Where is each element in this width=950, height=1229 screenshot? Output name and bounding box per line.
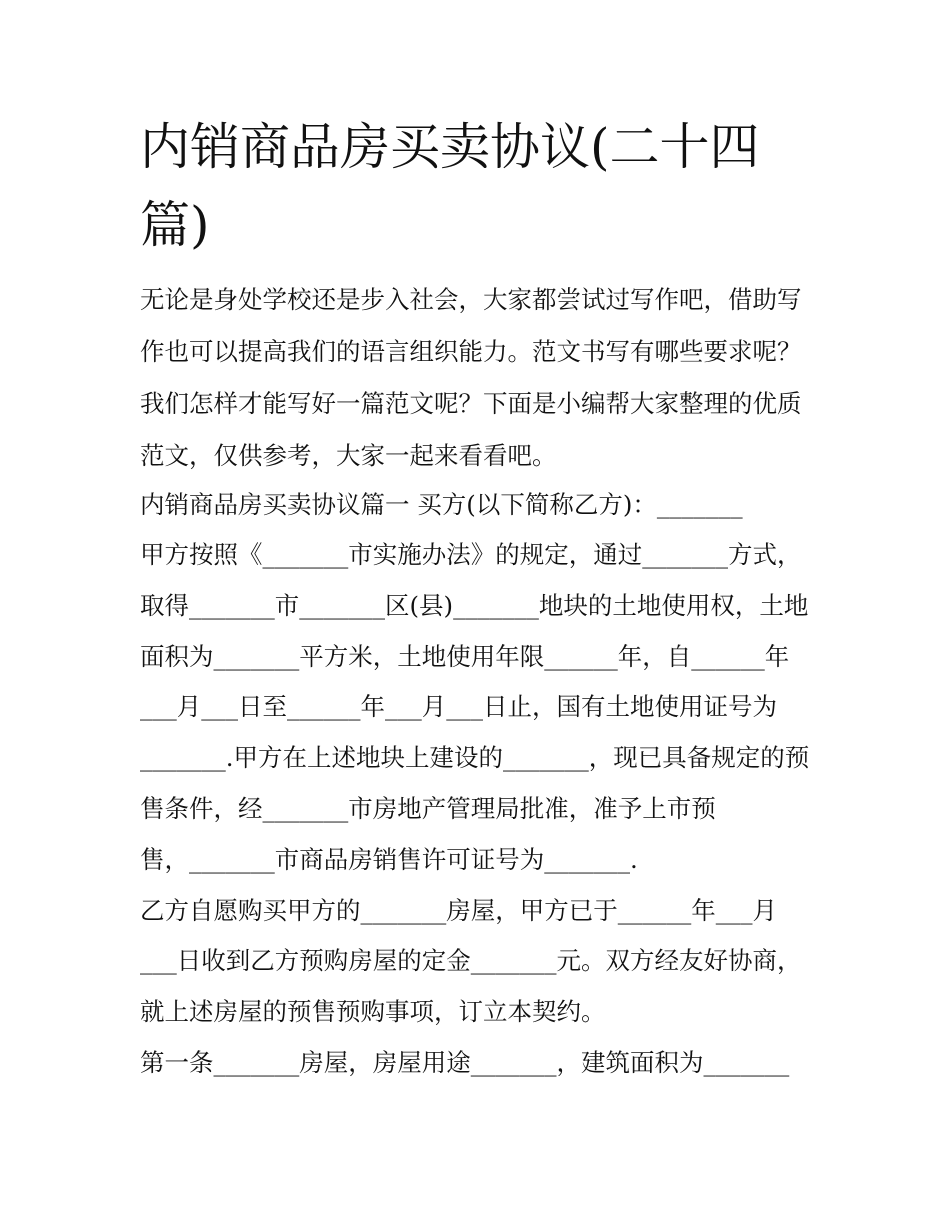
body-line: 售条件，经_______市房地产管理局批准，准予上市预 xyxy=(140,794,716,823)
body-line: 售，_______市商品房销售许可证号为_______. xyxy=(140,845,638,874)
body-line: 取得_______市_______区(县)_______地块的土地使用权，土地 xyxy=(140,591,809,620)
body-line: 乙方自愿购买甲方的_______房屋，甲方已于______年___月 xyxy=(140,896,777,925)
body-line: 无论是身处学校还是步入社会，大家都尝试过写作吧，借助写 xyxy=(140,285,802,314)
body-line: 甲方按照《_______市实施办法》的规定，通过_______方式， xyxy=(140,540,802,569)
document-title-line-2: 篇) xyxy=(140,196,210,254)
body-line: 内销商品房买卖协议篇一 买方(以下简称乙方)：_______ xyxy=(140,490,743,519)
body-line: 范文，仅供参考，大家一起来看看吧。 xyxy=(140,441,557,470)
body-line: 面积为_______平方米，土地使用年限______年，自______年 xyxy=(140,642,790,671)
body-line: 第一条_______房屋，房屋用途_______，建筑面积为_______ xyxy=(140,1048,790,1077)
body-line: 就上述房屋的预售预购事项，订立本契约。 xyxy=(140,997,606,1026)
document-title xyxy=(140,108,820,264)
body-line: 作也可以提高我们的语言组织能力。范文书写有哪些要求呢？ xyxy=(140,337,802,366)
body-line: 我们怎样才能写好一篇范文呢？下面是小编帮大家整理的优质 xyxy=(140,389,802,418)
body-line: ___日收到乙方预购房屋的定金_______元。双方经友好协商， xyxy=(140,946,802,975)
body-line: ___月___日至______年___月___日止，国有土地使用证号为 xyxy=(140,692,777,721)
document-title-line-1: 内销商品房买卖协议(二十四 xyxy=(140,118,760,176)
body-line: _______.甲方在上述地块上建设的_______，现已具备规定的预 xyxy=(140,743,810,772)
